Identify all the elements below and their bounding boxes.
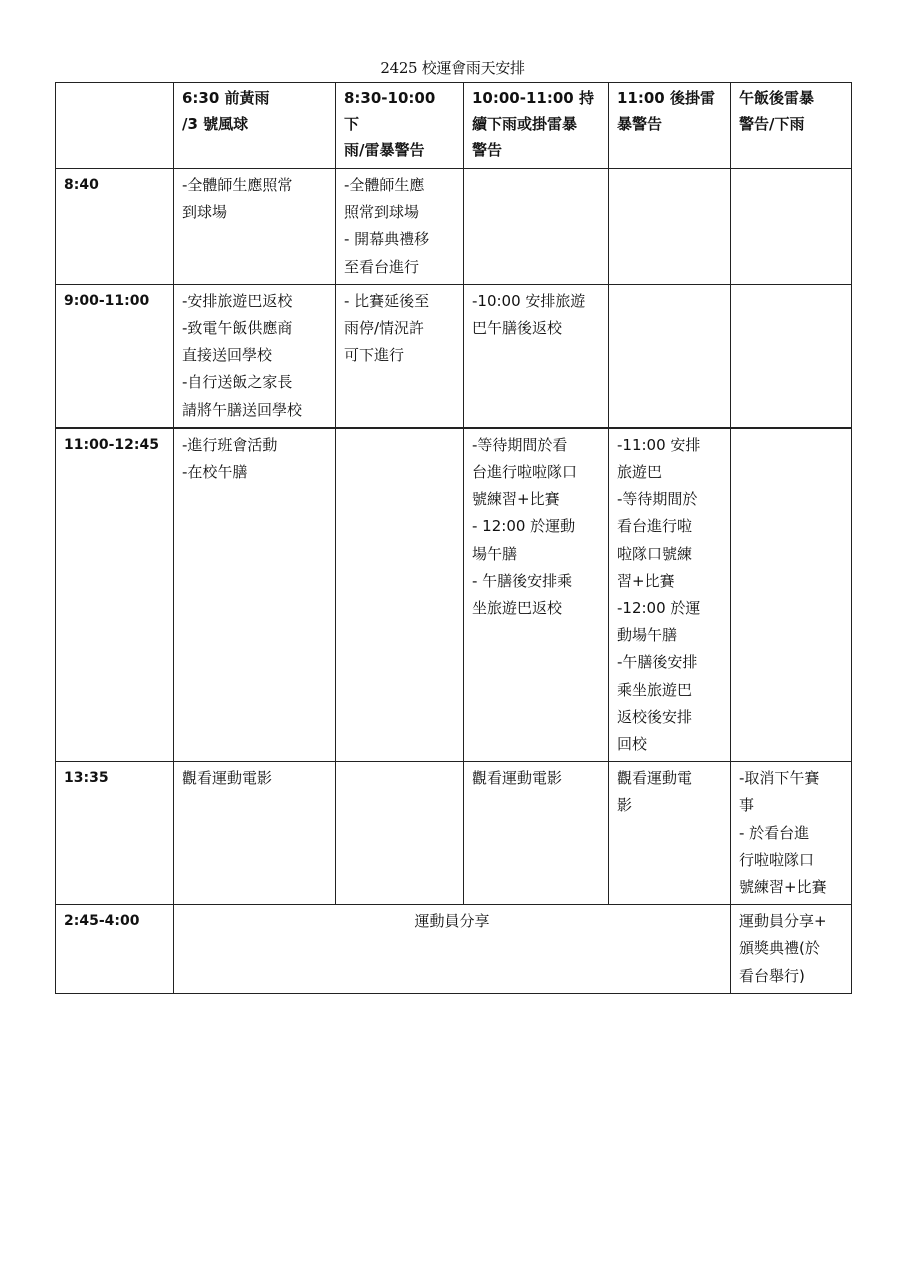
table-cell: [336, 428, 464, 762]
table-header-row: [56, 83, 852, 169]
table-cell: -取消下午賽 事 - 於看台進 行啦啦隊口 號練習+比賽: [731, 762, 852, 905]
table-cell: -10:00 安排旅遊 巴午膳後返校: [464, 284, 609, 428]
rain-arrangement-table: [55, 82, 852, 994]
header-cell-830-1000: 8:30-10:00 下 雨/雷暴警告: [336, 83, 464, 169]
table-cell: -進行班會活動 -在校午膳: [174, 428, 336, 762]
table-cell: 觀看運動電影: [464, 762, 609, 905]
table-cell: [464, 169, 609, 285]
table-cell: [731, 428, 852, 762]
table-row: [56, 762, 852, 905]
table-cell: [731, 169, 852, 285]
table-row: [56, 284, 852, 428]
row-time-label: 13:35: [56, 762, 174, 905]
header-cell-after-1100: 11:00 後掛雷 暴警告: [609, 83, 731, 169]
row-time-label: 8:40: [56, 169, 174, 285]
table-row: [56, 169, 852, 285]
table-cell: [731, 284, 852, 428]
table-row: [56, 428, 852, 762]
table-cell: -全體師生應 照常到球場 - 開幕典禮移 至看台進行: [336, 169, 464, 285]
table-cell: 運動員分享+ 頒獎典禮(於 看台舉行): [731, 905, 852, 994]
row-time-label: 9:00-11:00: [56, 284, 174, 428]
merged-cell-athlete-sharing: 運動員分享: [174, 905, 731, 994]
table-cell: [609, 169, 731, 285]
header-cell-before-630: 6:30 前黃雨 /3 號風球: [174, 83, 336, 169]
table-cell: -等待期間於看 台進行啦啦隊口 號練習+比賽 - 12:00 於運動 場午膳 - 午膳後安排乘 坐旅遊巴返校: [464, 428, 609, 762]
document-title: 2425 校運會雨天安排: [380, 59, 525, 77]
header-cell-after-lunch: 午飯後雷暴 警告/下雨: [731, 83, 852, 169]
header-cell-1000-1100: 10:00-11:00 持 續下雨或掛雷暴 警告: [464, 83, 609, 169]
table-row: [56, 905, 852, 994]
table-cell: 觀看運動電 影: [609, 762, 731, 905]
table-cell: [336, 762, 464, 905]
table-cell: -全體師生應照常 到球場: [174, 169, 336, 285]
table-cell: -11:00 安排 旅遊巴 -等待期間於 看台進行啦 啦隊口號練 習+比賽 -12:00 於運 動場午膳 -午膳後安排 乘坐旅遊巴 返校後安排 回校: [609, 428, 731, 762]
row-time-label: 2:45-4:00: [56, 905, 174, 994]
header-cell-time: [56, 83, 174, 169]
table-cell: -安排旅遊巴返校 -致電午飯供應商 直接送回學校 -自行送飯之家長 請將午膳送回學校: [174, 284, 336, 428]
table-cell: 觀看運動電影: [174, 762, 336, 905]
row-time-label: 11:00-12:45: [56, 428, 174, 762]
table-cell: [609, 284, 731, 428]
table-cell: - 比賽延後至 雨停/情況許 可下進行: [336, 284, 464, 428]
